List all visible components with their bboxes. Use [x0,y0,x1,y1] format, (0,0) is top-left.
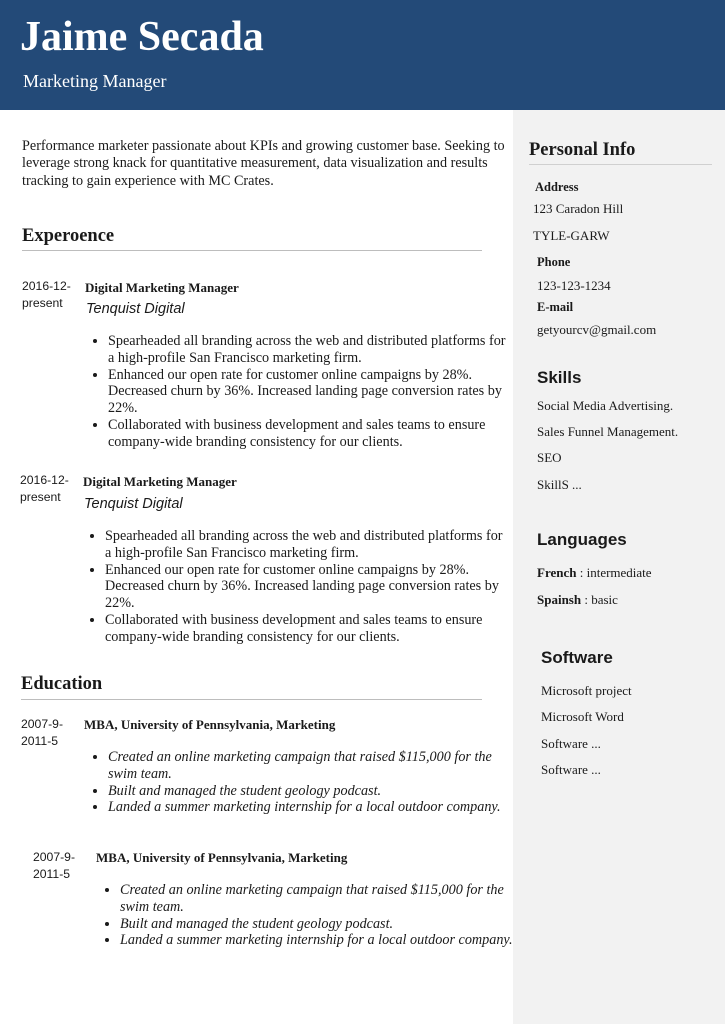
address-line: 123 Caradon Hill [533,201,624,216]
job-bullets [86,333,508,451]
software-item: Microsoft project [541,683,632,698]
skills-heading: Skills [537,368,582,387]
list-item: • Spearheaded all branding across the web and distributed platforms for a high-profile San Francisco marketing firm. [108,333,508,367]
education-bullets [98,882,520,949]
education-divider [21,699,482,700]
software-item: Software ... [541,762,601,777]
job-company: Tenquist Digital [84,496,183,512]
job-bullets [83,528,505,646]
education-date: 2007-9- 2011-5 [21,717,64,748]
candidate-title: Marketing Manager [23,71,167,91]
software-heading: Software [541,648,613,667]
list-item: • Built and managed the student geology podcast. [120,916,520,933]
languages-heading: Languages [537,530,627,549]
skill-item: Sales Funnel Management. [537,424,679,439]
experience-heading: Experoence [22,226,115,246]
language-item: French : intermediate [537,565,652,580]
skill-item: SkillS ... [537,477,582,492]
address-label: Address [535,180,579,194]
address-line: TYLE-GARW [533,228,610,243]
job-company: Tenquist Digital [86,301,185,317]
personal-info-heading: Personal Info [529,140,636,160]
list-item: • Created an online marketing campaign that raised $115,000 for the swim team. [108,749,508,783]
job-date: 2016-12- present [20,473,69,504]
education-heading: Education [21,674,103,694]
list-item: • Landed a summer marketing internship for a local outdoor company. [120,932,520,949]
list-item: • Collaborated with business development and sales teams to ensure company-wide branding consistency for our clients. [108,417,508,451]
education-bullets [86,749,508,816]
list-item: • Built and managed the student geology podcast. [108,783,508,800]
education-degree: MBA, University of Pennsylvania, Marketing [96,850,348,865]
list-item: • Landed a summer marketing internship for a local outdoor company. [108,799,508,816]
personal-info-divider [529,164,712,165]
list-item: • Enhanced our open rate for customer online campaigns by 28%. Decreased churn by 36%. Increased landing page conversion rates by 22%. [108,367,508,417]
skill-item: SEO [537,450,562,465]
email-value: getyourcv@gmail.com [537,322,657,337]
language-item: Spainsh : basic [537,592,618,607]
header-banner [0,0,725,110]
software-item: Microsoft Word [541,709,624,724]
education-date: 2007-9- 2011-5 [33,850,76,881]
experience-divider [22,250,482,251]
job-title: Digital Marketing Manager [85,280,239,295]
skill-item: Social Media Advertising. [537,398,674,413]
candidate-name: Jaime Secada [20,14,264,60]
software-item: Software ... [541,736,601,751]
job-title: Digital Marketing Manager [83,474,237,489]
job-date: 2016-12- present [22,279,71,310]
list-item: • Enhanced our open rate for customer online campaigns by 28%. Decreased churn by 36%. Increased landing page conversion rates by 22%. [105,562,505,612]
email-label: E-mail [537,300,574,314]
list-item: • Collaborated with business development and sales teams to ensure company-wide branding consistency for our clients. [105,612,505,646]
education-degree: MBA, University of Pennsylvania, Marketing [84,717,336,732]
list-item: • Created an online marketing campaign that raised $115,000 for the swim team. [120,882,520,916]
profile-summary: Performance marketer passionate about KPIs and growing customer base. Seeking to leverage strong knack for quantitative measurement, data visualization and results tracking to gain experience with MC Crates. [22,138,505,189]
phone-value: 123-123-1234 [537,278,611,293]
phone-label: Phone [537,255,571,269]
list-item: • Spearheaded all branding across the web and distributed platforms for a high-profile San Francisco marketing firm. [105,528,505,562]
